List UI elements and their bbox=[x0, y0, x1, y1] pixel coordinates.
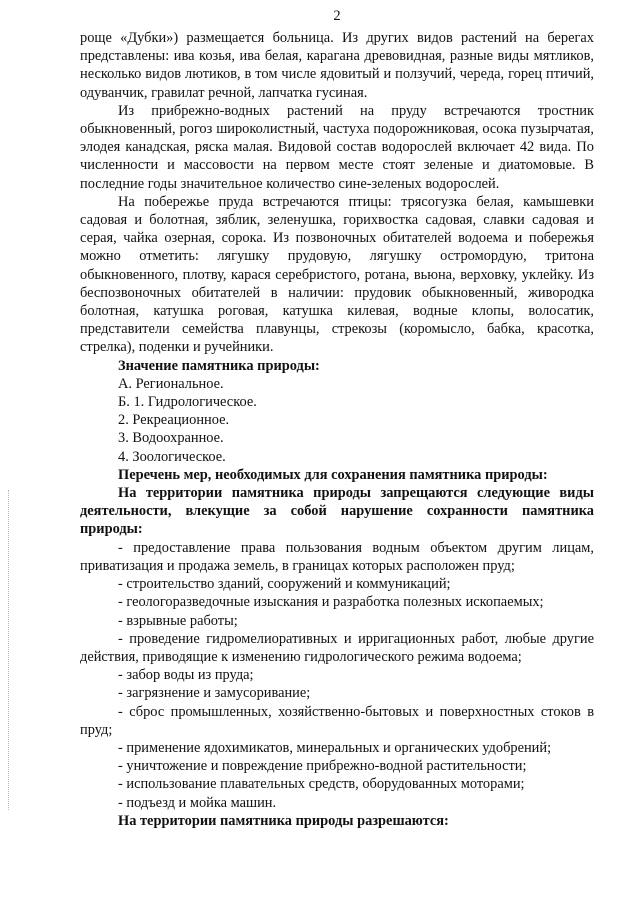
prohibited-item: - строительство зданий, сооружений и коммуникаций; bbox=[118, 576, 451, 593]
prohibited-item: - взрывные работы; bbox=[118, 612, 238, 629]
page-number: 2 bbox=[333, 8, 341, 24]
intro-paragraph-3: На побережье пруда встречаются птицы: трясогузка белая, камышевки садовая и болотная, зяблик, зеленушка, горихвостка садовая, славки садовая и серая, чайка озерная, сорока. Из позвоночных обитателей водоема и побережья можно отметить: лягушку прудовую, лягушку остромордую, тритона обыкновенного, плотву, карася серебристого, ротана, вьюна, верховку, уклейку. Из беспозвоночных обитателей в наличии: прудовик обыкновенный, живородка болотная, катушка роговая, катушка килевая, водные клопы, волосатик, представители семейства плавунцы, стрекозы (коромысло, бабка, красотка, стрелка), поденки и ручейники. bbox=[80, 193, 594, 356]
significance-item: 2. Рекреационное. bbox=[118, 412, 230, 429]
significance-heading: Значение памятника природы: bbox=[118, 357, 320, 374]
allowed-heading: На территории памятника природы разрешаются: bbox=[118, 812, 449, 829]
prohibited-item: - применение ядохимикатов, минеральных и органических удобрений; bbox=[118, 739, 552, 756]
document-body bbox=[80, 29, 594, 830]
prohibited-item: - забор воды из пруда; bbox=[118, 667, 254, 684]
prohibited-item: - использование плавательных средств, оборудованных моторами; bbox=[118, 776, 525, 793]
prohibited-item: - геологоразведочные изыскания и разработка полезных ископаемых; bbox=[118, 594, 544, 611]
prohibited-item: - загрязнение и замусоривание; bbox=[118, 685, 311, 702]
prohibited-item: - сброс промышленных, хозяйственно-бытовых и поверхностных стоков в пруд; bbox=[80, 703, 594, 738]
significance-item: Б. 1. Гидрологическое. bbox=[118, 394, 257, 411]
prohibited-item: - предоставление права пользования водным объектом другим лицам, приватизация и продажа земель, в границах которых расположен пруд; bbox=[80, 539, 594, 574]
intro-paragraph-2: Из прибрежно-водных растений на пруду встречаются тростник обыкновенный, рогоз широколистный, частуха подорожниковая, осока пузырчатая, элодея канадская, ряска малая. Видовой состав водорослей включает 42 вида. По численности и массовости на первом месте стоят зеленые и диатомовые. В последние годы значительное количество сине-зеленых водорослей. bbox=[80, 102, 594, 192]
prohibited-item: - проведение гидромелиоративных и ирригационных работ, любые другие действия, приводящие к изменению гидрологического режима водоема; bbox=[80, 630, 594, 665]
significance-item: 3. Водоохранное. bbox=[118, 430, 224, 447]
intro-paragraph-1: роще «Дубки») размещается больница. Из других видов растений на берегах представлены: ива козья, ива белая, карагана древовидная, разные виды мятликов, несколько видов лютиков, в том числе ядовитый и ползучий, череда, горец птичий, одуванчик, гравилат речной, лапчатка гусиная. bbox=[80, 30, 594, 101]
measures-heading: Перечень мер, необходимых для сохранения памятника природы: bbox=[118, 466, 548, 483]
significance-item: А. Региональное. bbox=[118, 375, 224, 392]
prohibited-item: - подъезд и мойка машин. bbox=[118, 794, 277, 811]
prohibited-heading: На территории памятника природы запрещаются следующие виды деятельности, влекущие за собой нарушение сохранности памятника природы: bbox=[80, 485, 594, 538]
scan-margin-dots bbox=[8, 490, 10, 810]
prohibited-item: - уничтожение и повреждение прибрежно-водной растительности; bbox=[118, 758, 527, 775]
significance-item: 4. Зоологическое. bbox=[118, 448, 226, 465]
